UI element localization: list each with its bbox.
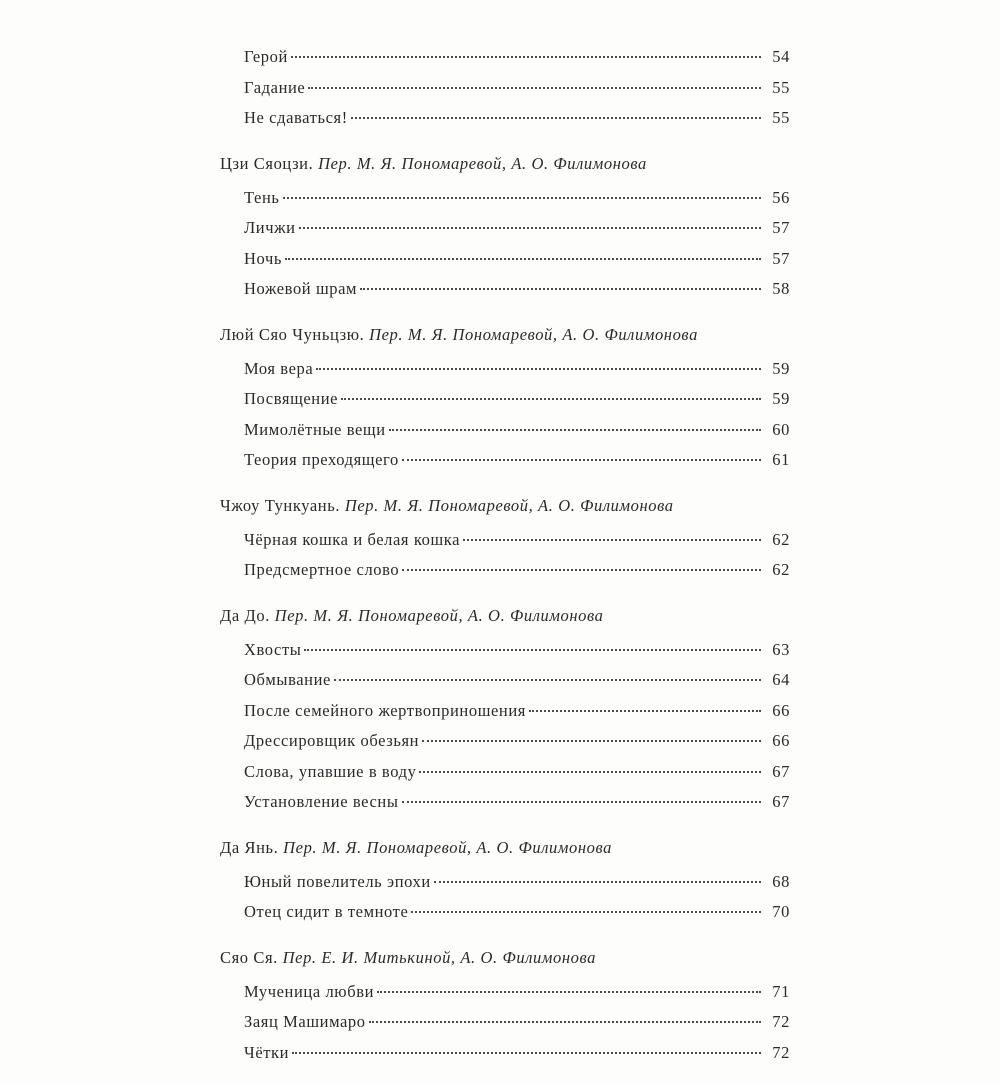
page-number: 70 — [772, 902, 790, 921]
author-heading — [220, 943, 790, 973]
toc-entry — [220, 103, 790, 134]
dot-leader — [529, 710, 761, 712]
entry-title: Посвящение — [244, 389, 339, 408]
page-number: 62 — [772, 529, 790, 549]
entry-title: Слова, упавшие в воду — [244, 761, 417, 781]
page-number: 59 — [772, 389, 790, 408]
entry-title: Не сдаваться! — [244, 108, 348, 127]
dot-leader — [402, 801, 761, 803]
author-name: Да Янь. — [220, 837, 279, 857]
toc-section — [220, 833, 790, 928]
toc-entry — [220, 244, 790, 275]
toc-section — [220, 943, 790, 1069]
entry-title: Заяц Машимаро — [244, 1012, 366, 1031]
page-number: 68 — [772, 871, 790, 891]
dot-leader — [389, 429, 761, 431]
dot-leader — [351, 117, 761, 119]
toc-entry — [220, 696, 790, 727]
toc-entry — [220, 757, 790, 788]
toc-entry — [220, 384, 790, 415]
page-number: 67 — [772, 761, 790, 781]
entry-title: Моя вера — [244, 358, 314, 378]
dot-leader — [434, 881, 761, 883]
toc-section — [220, 320, 790, 476]
entry-title: Тень — [244, 187, 280, 207]
page-number: 55 — [772, 108, 790, 127]
translator-credit: Пер. Е. И. Митькиной, А. О. Филимонова — [282, 947, 596, 967]
dot-leader — [411, 911, 761, 913]
translator-credit: Пер. М. Я. Пономаревой, А. О. Филимонова — [344, 495, 674, 515]
toc-entry — [220, 73, 790, 104]
page-number: 72 — [772, 1012, 790, 1031]
dot-leader — [377, 991, 761, 993]
entry-title: Герой — [244, 47, 288, 66]
entry-title: Предсмертное слово — [244, 560, 400, 579]
toc-entry — [220, 897, 790, 928]
toc-entry — [220, 787, 790, 818]
page-number: 66 — [772, 700, 790, 720]
dot-leader — [341, 398, 761, 400]
translator-credit: Пер. М. Я. Пономаревой, А. О. Филимонова — [274, 605, 604, 625]
page-number: 63 — [772, 639, 790, 659]
author-name: Сяо Ся. — [220, 947, 278, 967]
page-number: 61 — [772, 450, 790, 469]
translator-credit: Пер. М. Я. Пономаревой, А. О. Филимонова — [369, 324, 698, 344]
entry-title: Теория преходящего — [244, 450, 399, 469]
dot-leader — [283, 197, 761, 199]
dot-leader — [369, 1021, 761, 1023]
toc-entry — [220, 1038, 790, 1069]
toc-entry — [220, 665, 790, 696]
toc-entry — [220, 183, 790, 214]
entry-title: Установление весны — [244, 792, 399, 811]
dot-leader — [304, 649, 761, 651]
toc-section — [220, 149, 790, 305]
author-name: Да До. — [220, 605, 270, 625]
dot-leader — [402, 459, 761, 461]
page-number: 72 — [772, 1042, 790, 1062]
entry-title: Дрессировщик обезьян — [244, 731, 420, 750]
author-heading — [220, 320, 790, 350]
toc-entry — [220, 525, 790, 556]
dot-leader — [292, 1052, 761, 1054]
page-number: 57 — [772, 248, 790, 268]
page-number: 56 — [772, 187, 790, 207]
page-number: 62 — [772, 560, 790, 579]
entry-title: Гадание — [244, 77, 306, 97]
toc-entry — [220, 555, 790, 586]
page-number: 55 — [772, 77, 790, 97]
page-number: 67 — [772, 792, 790, 811]
page-number: 64 — [772, 670, 790, 689]
entry-title: Хвосты — [244, 639, 302, 659]
page-number: 59 — [772, 358, 790, 378]
author-name: Цзи Сяоцзи. — [220, 153, 314, 173]
dot-leader — [334, 679, 761, 681]
toc-entry — [220, 1007, 790, 1038]
toc-entry — [220, 42, 790, 73]
entry-title: Отец сидит в темноте — [244, 902, 409, 921]
table-of-contents — [220, 42, 790, 1083]
toc-section — [220, 601, 790, 818]
toc-section — [220, 42, 790, 134]
dot-leader — [291, 56, 761, 58]
dot-leader — [360, 288, 761, 290]
author-heading — [220, 149, 790, 179]
entry-title: Чётки — [244, 1042, 290, 1062]
page-number: 57 — [772, 218, 790, 237]
entry-title: Ножевой шрам — [244, 279, 358, 298]
dot-leader — [422, 740, 761, 742]
author-heading — [220, 601, 790, 631]
dot-leader — [402, 569, 761, 571]
author-heading — [220, 833, 790, 863]
translator-credit: Пер. М. Я. Пономаревой, А. О. Филимонова — [283, 837, 612, 857]
toc-entry — [220, 415, 790, 446]
entry-title: Обмывание — [244, 670, 331, 689]
toc-entry — [220, 354, 790, 385]
toc-entry — [220, 867, 790, 898]
entry-title: Мимолётные вещи — [244, 419, 386, 439]
dot-leader — [419, 771, 761, 773]
page-number: 71 — [772, 981, 790, 1001]
dot-leader — [299, 227, 761, 229]
entry-title: После семейного жертвоприношения — [244, 700, 526, 720]
entry-title: Чёрная кошка и белая кошка — [244, 529, 461, 549]
entry-title: Мученица любви — [244, 981, 375, 1001]
toc-entry — [220, 635, 790, 666]
page-number: 58 — [772, 279, 790, 298]
toc-entry — [220, 726, 790, 757]
page-number: 66 — [772, 731, 790, 750]
entry-title: Личжи — [244, 218, 296, 237]
toc-entry — [220, 977, 790, 1008]
toc-entry — [220, 445, 790, 476]
page-number: 54 — [772, 47, 790, 66]
page-number: 60 — [772, 419, 790, 439]
dot-leader — [308, 87, 761, 89]
translator-credit: Пер. М. Я. Пономаревой, А. О. Филимонова — [318, 153, 647, 173]
dot-leader — [316, 368, 761, 370]
dot-leader — [463, 539, 761, 541]
toc-section — [220, 491, 790, 586]
toc-entry — [220, 274, 790, 305]
author-name: Люй Сяо Чуньцзю. — [220, 324, 365, 344]
author-heading — [220, 491, 790, 521]
toc-entry — [220, 213, 790, 244]
entry-title: Ночь — [244, 248, 282, 268]
author-name: Чжоу Тункуань. — [220, 495, 341, 515]
entry-title: Юный повелитель эпохи — [244, 871, 431, 891]
dot-leader — [285, 258, 761, 260]
